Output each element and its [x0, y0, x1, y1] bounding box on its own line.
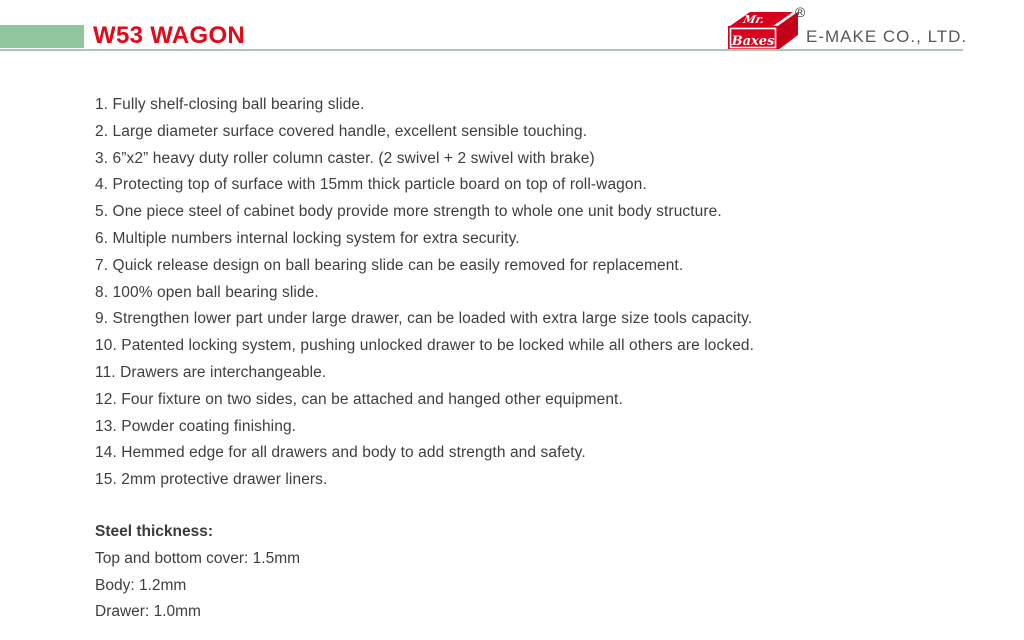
feature-item: 2. Large diameter surface covered handle, excellent sensible touching.: [95, 122, 588, 140]
feature-item: 15. 2mm protective drawer liners.: [95, 471, 328, 489]
feature-item: 3. 6”x2” heavy duty roller column caster. (2 swivel + 2 swivel with brake): [95, 149, 595, 167]
steel-thickness-heading: Steel thickness:: [95, 523, 214, 540]
feature-item: 6. Multiple numbers internal locking system for extra security.: [95, 229, 520, 247]
steel-thickness-line: Drawer: 1.0mm: [95, 603, 201, 621]
header: [0, 0, 1024, 56]
header-rule: [0, 49, 963, 51]
logo-top-label: Mr.: [741, 13, 766, 26]
steel-thickness-list: [95, 546, 595, 626]
feature-item: 12. Four fixture on two sides, can be attached and hanged other equipment.: [95, 390, 623, 408]
registered-trademark-icon: ®: [795, 4, 806, 20]
feature-item: 13. Powder coating finishing.: [95, 417, 297, 435]
feature-list: [95, 92, 955, 494]
page-title: W53 WAGON: [93, 22, 246, 49]
feature-item: 5. One piece steel of cabinet body provide more strength to whole one unit body structure.: [95, 203, 722, 221]
company-name: E-MAKE CO., LTD.: [806, 27, 968, 46]
feature-item: 4. Protecting top of surface with 15mm thick particle board on top of roll-wagon.: [95, 176, 647, 194]
mr-baxes-logo-icon: [726, 11, 800, 52]
steel-thickness-line: Body: 1.2mm: [95, 576, 187, 594]
steel-thickness-section: [95, 519, 595, 626]
feature-item: 14. Hemmed edge for all drawers and body to add strength and safety.: [95, 444, 586, 462]
logo-front-label: Baxes: [731, 34, 775, 49]
feature-item: 9. Strengthen lower part under large drawer, can be loaded with extra large size tools capacity.: [95, 310, 753, 328]
feature-item: 1. Fully shelf-closing ball bearing slide.: [95, 96, 365, 113]
feature-item: 7. Quick release design on ball bearing slide can be easily removed for replacement.: [95, 256, 684, 274]
feature-item: 11. Drawers are interchangeable.: [95, 363, 327, 381]
header-green-bar: [0, 25, 84, 48]
steel-thickness-line: Top and bottom cover: 1.5mm: [95, 549, 301, 567]
feature-item: 8. 100% open ball bearing slide.: [95, 283, 319, 301]
feature-item: 10. Patented locking system, pushing unlocked drawer to be locked while all others are locked.: [95, 337, 755, 355]
